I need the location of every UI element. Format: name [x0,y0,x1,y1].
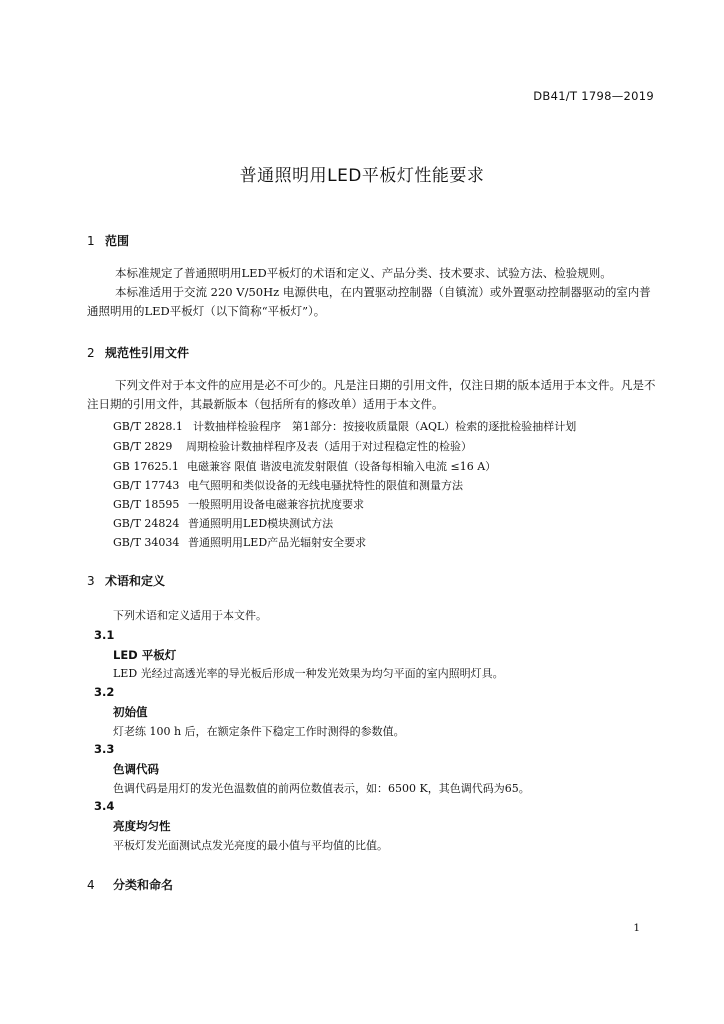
reference-item [113,515,333,531]
reference-code: GB/T 2829 [113,440,173,453]
section-title: 规范性引用文件 [105,346,190,360]
term-name: 初始值 [113,705,148,719]
page-number: 1 [633,922,640,934]
section-number: 4 [87,878,95,892]
reference-title: 普通照明用LED产品光辐射安全要求 [188,536,367,549]
term-number: 3.1 [94,628,115,642]
reference-item [113,418,576,434]
section-heading-scope [87,232,129,249]
reference-title: 电磁兼容 限值 谐波电流发射限值（设备每相输入电流 ≤16 A） [187,460,497,473]
reference-title: 计数抽样检验程序 第1部分：按接收质量限（AQL）检索的逐批检验抽样计划 [193,420,577,433]
reference-item [113,438,472,454]
scope-paragraph-2: 本标准适用于交流 220 V/50Hz 电源供电，在内置驱动控制器（自镇流）或外置驱动控制器驱动的室内普通照明用的LED平板灯（以下简称“平板灯”）。 [87,285,651,318]
reference-code: GB/T 34034 [113,536,180,549]
standard-code: DB41/T 1798—2019 [533,89,654,103]
reference-title: 电气照明和类似设备的无线电骚扰特性的限值和测量方法 [188,479,463,492]
scope-paragraph-1: 本标准规定了普通照明用LED平板灯的术语和定义、产品分类、技术要求、试验方法、检验规则。 [115,266,612,280]
reference-code: GB/T 18595 [113,498,180,511]
section-number: 1 [87,234,95,248]
term-number: 3.2 [94,685,115,699]
term-definition: 灯老练 100 h 后，在额定条件下稳定工作时测得的参数值。 [113,725,405,738]
section-title: 术语和定义 [105,574,166,588]
reference-title: 一般照明用设备电磁兼容抗扰度要求 [188,498,364,511]
term-name: 色调代码 [113,762,159,776]
reference-title: 周期检验计数抽样程序及表（适用于对过程稳定性的检验） [186,440,472,453]
reference-title: 普通照明用LED模块测试方法 [188,517,334,530]
section-number: 3 [87,574,95,588]
term-definition: LED 光经过高透光率的导光板后形成一种发光效果为均匀平面的室内照明灯具。 [113,667,504,680]
section-heading-terms [87,572,165,589]
reference-item [113,496,364,512]
reference-code: GB 17625.1 [113,460,179,473]
reference-code: GB/T 24824 [113,517,180,530]
term-number: 3.3 [94,742,115,756]
term-name: 亮度均匀性 [113,819,171,833]
section-number: 2 [87,346,95,360]
section-heading-classification [87,876,173,893]
refs-intro: 下列文件对于本文件的应用是必不可少的。凡是注日期的引用文件，仅注日期的版本适用于本文件。凡是不注日期的引用文件，其最新版本（包括所有的修改单）适用于本文件。 [87,378,656,411]
term-number: 3.4 [94,799,115,813]
reference-item [113,458,496,474]
term-definition: 平板灯发光面测试点发光亮度的最小值与平均值的比值。 [113,839,388,852]
reference-code: GB/T 17743 [113,479,180,492]
section-heading-refs [87,344,189,361]
document-title: 普通照明用LED平板灯性能要求 [239,166,485,186]
terms-intro: 下列术语和定义适用于本文件。 [113,609,267,622]
section-title: 范围 [105,234,130,248]
term-definition: 色调代码是用灯的发光色温数值的前两位数值表示，如：6500 K，其色调代码为65。 [113,782,530,795]
reference-code: GB/T 2828.1 [113,420,183,433]
reference-item [113,477,463,493]
section-title: 分类和命名 [113,878,174,892]
reference-item [113,534,366,550]
term-name: LED 平板灯 [113,648,177,662]
